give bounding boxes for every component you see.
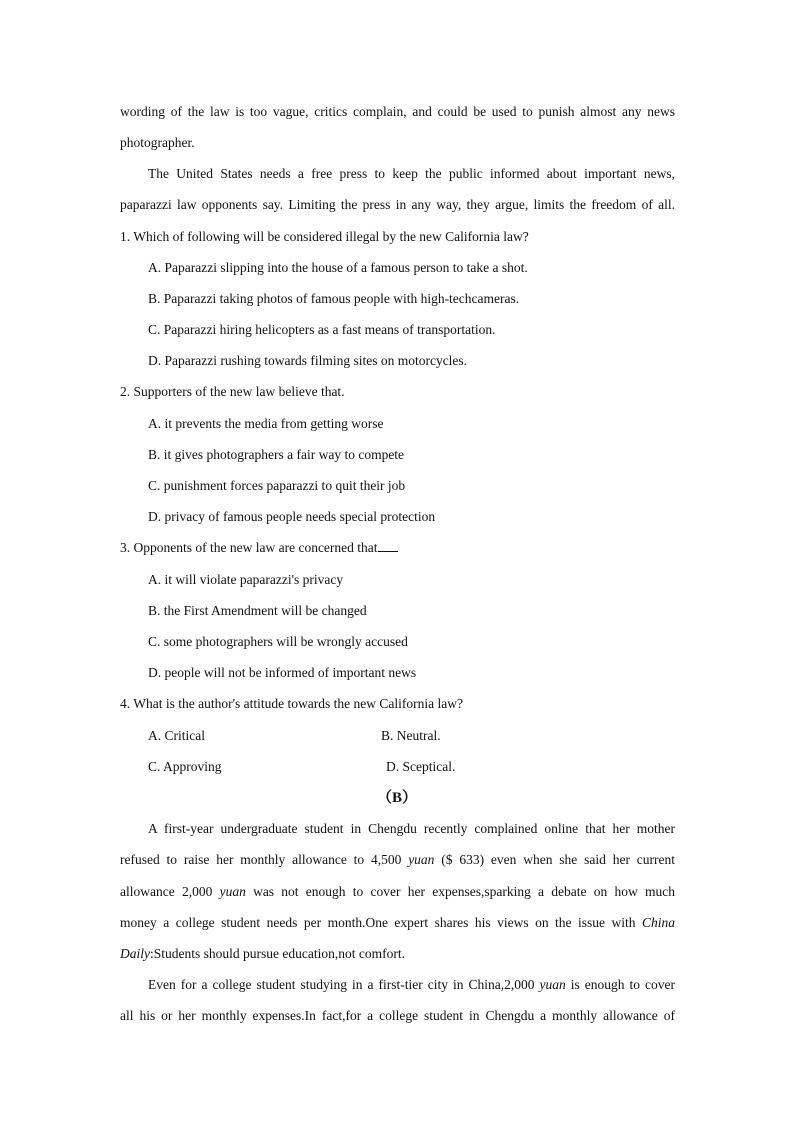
question-1-option-a: A. Paparazzi slipping into the house of a famous person to take a shot. <box>148 260 528 275</box>
question-4-option-d: D. Sceptical. <box>386 759 456 774</box>
yuan-term: yuan <box>539 977 566 992</box>
passage-a-paragraph-2-line-2: paparazzi law opponents say. Limiting the press in any way, they argue, limits the freedom of all. <box>120 197 675 212</box>
question-2-option-b: B. it gives photographers a fair way to compete <box>148 447 405 462</box>
question-3-stem: 3. Opponents of the new law are concerned that <box>120 540 378 555</box>
question-3-option-a: A. it will violate paparazzi's privacy <box>148 572 344 587</box>
passage-b-text: Even for a college student studying in a first-tier city in China,2,000 <box>148 977 540 992</box>
passage-b-text: was not enough to cover her expenses,sparking a debate on how much <box>245 884 675 899</box>
passage-b-paragraph-2-line-1 <box>148 977 675 993</box>
question-2-option-c: C. punishment forces paparazzi to quit their job <box>148 478 406 493</box>
question-1-option-d: D. Paparazzi rushing towards filming sites on motorcycles. <box>148 353 468 368</box>
passage-b-text: refused to raise her monthly allowance to 4,500 <box>120 852 409 867</box>
newspaper-name: China <box>641 915 675 930</box>
question-1-option-b: B. Paparazzi taking photos of famous people with high-techcameras. <box>148 291 520 306</box>
section-b-heading: （B） <box>376 790 417 806</box>
yuan-term: yuan <box>408 852 435 867</box>
question-3-option-c: C. some photographers will be wrongly accused <box>148 634 408 649</box>
question-3-stem-line <box>120 540 398 556</box>
question-1-stem: 1. Which of following will be considered illegal by the new California law? <box>120 229 529 244</box>
passage-b-paragraph-1-line-3 <box>120 884 675 900</box>
passage-b-paragraph-1-line-2 <box>120 852 675 868</box>
question-2-stem: 2. Supporters of the new law believe that. <box>120 384 345 399</box>
answer-blank <box>378 540 398 552</box>
question-2-option-a: A. it prevents the media from getting worse <box>148 416 384 431</box>
question-3-option-b: B. the First Amendment will be changed <box>148 603 367 618</box>
passage-b-text: is enough to cover <box>565 977 675 992</box>
question-4-option-a: A. Critical <box>148 728 205 743</box>
passage-b-paragraph-1-line-1: A first-year undergraduate student in Chengdu recently complained online that her mother <box>148 821 675 836</box>
newspaper-name: Daily <box>120 946 150 961</box>
passage-b-text: ($ 633) even when she said her current <box>434 852 675 867</box>
question-4-option-b: B. Neutral. <box>381 728 441 743</box>
passage-b-paragraph-1-line-5 <box>120 946 405 962</box>
passage-b-paragraph-2-line-2: all his or her monthly expenses.In fact,for a college student in Chengdu a monthly allowance of <box>120 1008 675 1023</box>
question-1-option-c: C. Paparazzi hiring helicopters as a fast means of transportation. <box>148 322 496 337</box>
question-3-option-d: D. people will not be informed of important news <box>148 665 417 680</box>
question-2-option-d: D. privacy of famous people needs special protection <box>148 509 436 524</box>
passage-b-paragraph-1-line-4 <box>120 915 675 931</box>
question-4-option-c: C. Approving <box>148 759 222 774</box>
passage-a-paragraph-2-line-1: The United States needs a free press to keep the public informed about important news, <box>148 166 675 181</box>
question-4-stem: 4. What is the author's attitude towards the new California law? <box>120 696 463 711</box>
passage-b-text: allowance 2,000 <box>120 884 220 899</box>
passage-a-paragraph-1-line-2: photographer. <box>120 135 195 150</box>
yuan-term: yuan <box>219 884 246 899</box>
passage-a-paragraph-1-line-1: wording of the law is too vague, critics complain, and could be used to punish almost any news <box>120 104 675 119</box>
passage-b-text: money a college student needs per month.One expert shares his views on the issue with <box>120 915 642 930</box>
passage-b-text: :Students should pursue education,not comfort. <box>150 946 405 961</box>
